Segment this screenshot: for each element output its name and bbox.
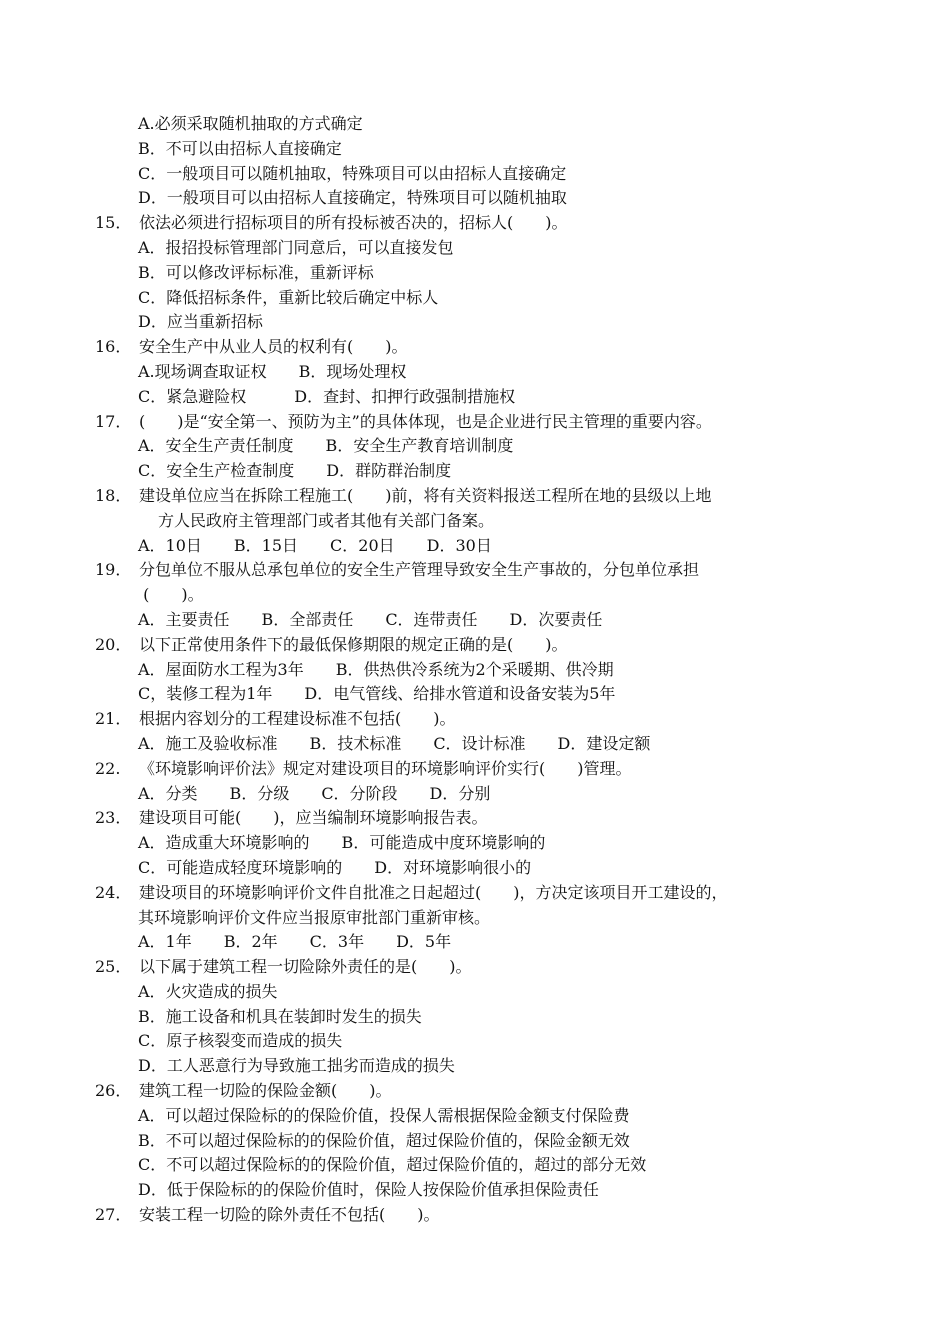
question-text: 依法必须进行招标项目的所有投标被否决的，招标人( )。 xyxy=(139,213,568,233)
question-number: 22. xyxy=(95,758,121,778)
question-number: 21． xyxy=(95,709,132,729)
question-number: 25． xyxy=(95,957,132,977)
question-line xyxy=(95,881,895,906)
question-number: 16． xyxy=(95,337,132,357)
option-line: A．造成重大环境影响的 B．可能造成中度环境影响的 xyxy=(138,833,546,853)
option-line: B．施工设备和机具在装卸时发生的损失 xyxy=(138,1006,422,1026)
question-text: 《环境影响评价法》规定对建设项目的环境影响评价实行( )管理。 xyxy=(139,758,632,778)
option-line: C．一般项目可以随机抽取，特殊项目可以由招标人直接确定 xyxy=(138,163,567,183)
option-line: A．安全生产责任制度 B．安全生产教育培训制度 xyxy=(138,436,514,456)
option-line: A．施工及验收标准 B．技术标准 C．设计标准 D．建设定额 xyxy=(138,733,651,753)
option-line: A．主要责任 B．全部责任 C．连带责任 D．次要责任 xyxy=(138,609,603,629)
question-line xyxy=(95,1079,895,1104)
option-line: A．火灾造成的损失 xyxy=(138,981,278,1001)
option-line: C．可能造成轻度环境影响的 D．对环境影响很小的 xyxy=(138,857,532,877)
question-line xyxy=(95,806,895,831)
option-line: A.现场调查取证权 B．现场处理权 xyxy=(138,361,407,381)
question-number: 20． xyxy=(95,634,132,654)
option-line: ( )。 xyxy=(138,585,204,605)
question-text: 建设项目的环境影响评价文件自批准之日起超过( )，方决定该项目开工建设的， xyxy=(139,882,728,902)
option-line: D．工人恶意行为导致施工拙劣而造成的损失 xyxy=(138,1056,455,1076)
option-line: C，装修工程为1年 D．电气管线、给排水管道和设备安装为5年 xyxy=(138,684,616,704)
question-line xyxy=(95,955,895,980)
option-line: B．不可以超过保险标的的保险价值，超过保险价值的，保险金额无效 xyxy=(138,1130,630,1150)
question-text: 安全生产中从业人员的权利有( )。 xyxy=(139,337,408,357)
question-line xyxy=(95,410,895,435)
question-line xyxy=(95,633,895,658)
question-text: 根据内容划分的工程建设标准不包括( )。 xyxy=(139,709,456,729)
option-line: D．一般项目可以由招标人直接确定，特殊项目可以随机抽取 xyxy=(138,188,567,208)
question-line xyxy=(95,558,895,583)
option-line: D．应当重新招标 xyxy=(138,312,263,332)
option-line: C．安全生产检查制度 D．群防群治制度 xyxy=(138,461,452,481)
question-number: 24． xyxy=(95,882,132,902)
question-line xyxy=(95,707,895,732)
option-line: C．降低招标条件，重新比较后确定中标人 xyxy=(138,287,439,307)
option-line: B．可以修改评标标准，重新评标 xyxy=(138,262,374,282)
option-line: A．1年 B．2年 C．3年 D．5年 xyxy=(138,932,452,952)
question-list xyxy=(95,112,895,1228)
question-continuation: 方人民政府主管理部门或者其他有关部门备案。 xyxy=(158,510,495,530)
question-text: 建设项目可能( )，应当编制环境影响报告表。 xyxy=(139,808,488,828)
option-line: A．报招投标管理部门同意后，可以直接发包 xyxy=(138,237,454,257)
question-text: ( )是“安全第一、预防为主”的具体体现，也是企业进行民主管理的重要内容。 xyxy=(139,411,712,431)
option-line: C．不可以超过保险标的的保险价值，超过保险价值的，超过的部分无效 xyxy=(138,1155,647,1175)
option-line: C．紧急避险权 D．查封、扣押行政强制措施权 xyxy=(138,386,516,406)
question-text: 建设单位应当在拆除工程施工( )前，将有关资料报送工程所在地的县级以上地 xyxy=(139,485,712,505)
question-line xyxy=(95,335,895,360)
option-line: A．10日 B．15日 C．20日 D．30日 xyxy=(138,535,492,555)
question-text: 建筑工程一切险的保险金额( )。 xyxy=(139,1081,392,1101)
option-line: D．低于保险标的的保险价值时，保险人按保险价值承担保险责任 xyxy=(138,1180,599,1200)
question-number: 26． xyxy=(95,1081,132,1101)
option-line: A．分类 B．分级 C．分阶段 D．分别 xyxy=(138,783,491,803)
option-line: A．可以超过保险标的的保险价值，投保人需根据保险金额支付保险费 xyxy=(138,1105,630,1125)
question-continuation: 其环境影响评价文件应当报原审批部门重新审核。 xyxy=(138,907,491,927)
option-line: A.必须采取随机抽取的方式确定 xyxy=(138,114,363,133)
question-number: 18． xyxy=(95,485,132,505)
question-text: 安装工程一切险的除外责任不包括( )。 xyxy=(139,1205,440,1225)
option-line: B．不可以由招标人直接确定 xyxy=(138,138,342,158)
question-line xyxy=(95,1203,895,1228)
option-line: A．屋面防水工程为3年 B．供热供冷系统为2个采暖期、供冷期 xyxy=(138,659,614,679)
question-line xyxy=(95,757,895,782)
question-number: 23． xyxy=(95,808,132,828)
question-text: 以下属于建筑工程一切险除外责任的是( )。 xyxy=(139,957,472,977)
question-line xyxy=(95,484,895,509)
question-text: 分包单位不服从总承包单位的安全生产管理导致安全生产事故的，分包单位承担 xyxy=(139,560,700,580)
question-line xyxy=(95,211,895,236)
question-text: 以下正常使用条件下的最低保修期限的规定正确的是( )。 xyxy=(139,634,568,654)
question-number: 15． xyxy=(95,213,132,233)
option-line: C．原子核裂变而造成的损失 xyxy=(138,1031,343,1051)
question-number: 17． xyxy=(95,411,132,431)
question-number: 27． xyxy=(95,1205,132,1225)
question-number: 19． xyxy=(95,560,132,580)
